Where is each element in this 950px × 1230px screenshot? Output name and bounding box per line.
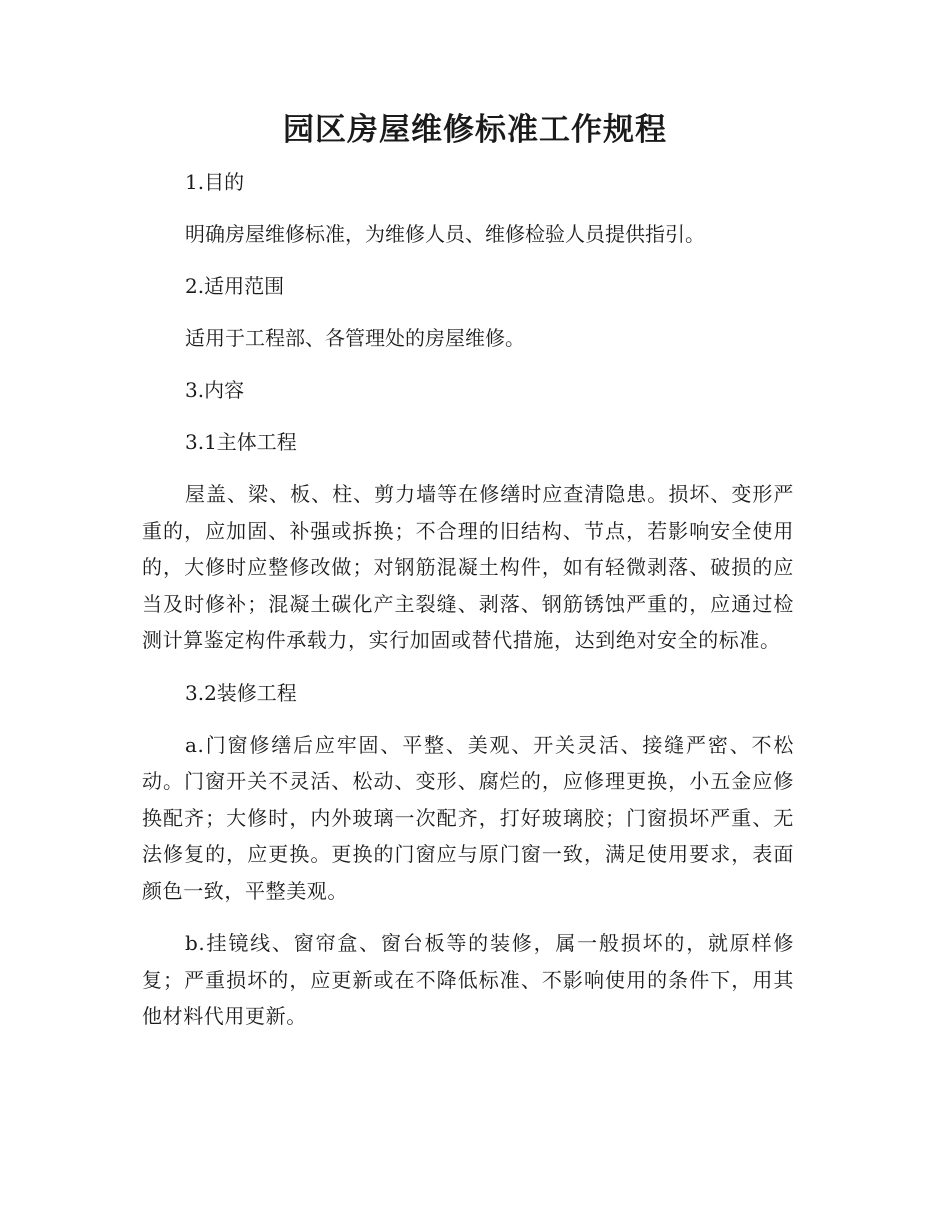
subsection-heading-main-structure: 3.1主体工程 bbox=[185, 430, 297, 454]
section-heading-content: 3.内容 bbox=[185, 378, 245, 402]
decoration-item-b: b.挂镜线、窗帘盒、窗台板等的装修，属一般损坏的，就原样修复；严重损坏的，应更新或在不降低标准、不影响使用的条件下，用其他材料代用更新。 bbox=[142, 931, 794, 1028]
subsection-heading-decoration: 3.2装修工程 bbox=[185, 680, 297, 705]
section-heading-purpose: 1.目的 bbox=[185, 170, 245, 194]
subsection-text-main-structure: 屋盖、梁、板、柱、剪力墙等在修缮时应查清隐患。损坏、变形严重的，应加固、补强或拆换；不合理的旧结构、节点，若影响安全使用的，大修时应整修改做；对钢筋混凝土构件，如有轻微剥落、破损的应当及时修补；混凝土碳化产主裂缝、剥落、钢筋锈蚀严重的，应通过检测计算鉴定构件承载力，实行加固或替代措施，达到绝对安全的标准。 bbox=[142, 482, 794, 652]
section-heading-scope: 2.适用范围 bbox=[185, 274, 285, 298]
section-text-purpose: 明确房屋维修标准，为维修人员、维修检验人员提供指引。 bbox=[185, 222, 705, 246]
decoration-item-a: a.门窗修缮后应牢固、平整、美观、开关灵活、接缝严密、不松动。门窗开关不灵活、松动、变形、腐烂的，应修理更换，小五金应修换配齐；大修时，内外玻璃一次配齐，打好玻璃胶；门窗损坏严重、无法修复的，应更换。更换的门窗应与原门窗一致，满足使用要求，表面颜色一致，平整美观。 bbox=[142, 732, 794, 903]
section-text-scope: 适用于工程部、各管理处的房屋维修。 bbox=[185, 326, 525, 350]
document-body bbox=[142, 164, 794, 1051]
document-title: 园区房屋维修标准工作规程 bbox=[283, 112, 667, 148]
